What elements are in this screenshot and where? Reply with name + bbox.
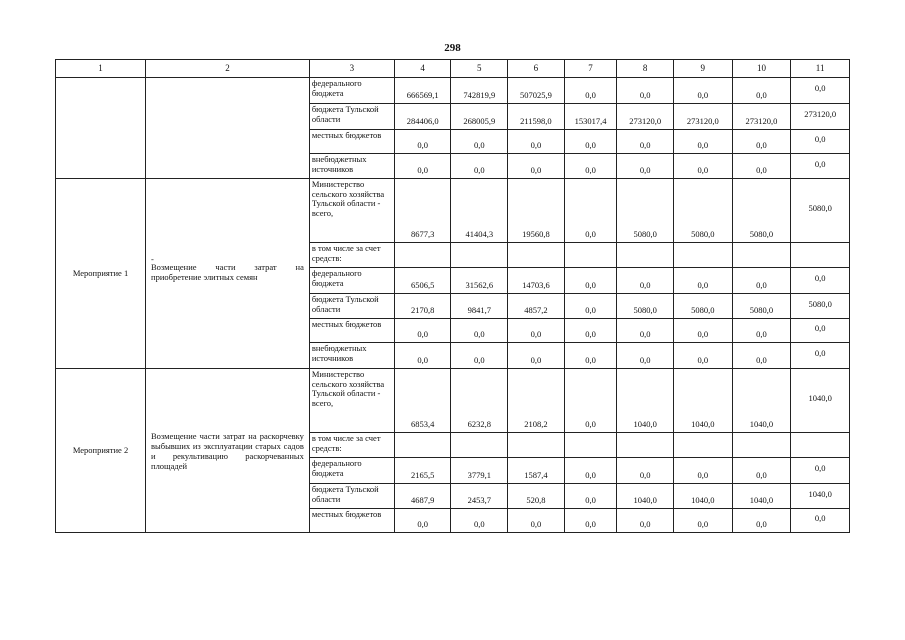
source-label: федерального бюджета: [309, 268, 394, 294]
value-cell: 0,0: [617, 458, 674, 484]
value-cell: 0,0: [791, 78, 850, 104]
measure-1-description-text: Возмещение части затрат на приобретение элитных семян: [151, 262, 304, 282]
budget-table: [55, 59, 850, 533]
column-header-4: 4: [394, 60, 451, 78]
value-cell: 0,0: [673, 130, 732, 154]
value-cell: 0,0: [394, 343, 451, 369]
value-cell: 0,0: [732, 154, 791, 179]
table-row: [56, 369, 850, 433]
column-header-10: 10: [732, 60, 791, 78]
value-cell: [564, 243, 617, 268]
value-cell: 153017,4: [564, 104, 617, 130]
dash-mark: -: [151, 254, 154, 264]
source-label: Министерство сельского хозяйства Тульской области - всего,: [309, 179, 394, 243]
value-cell: [451, 433, 508, 458]
measure-2-name: Мероприятие 2: [56, 369, 146, 533]
value-cell: 0,0: [564, 484, 617, 509]
source-label: местных бюджетов: [309, 509, 394, 533]
value-cell: 0,0: [394, 130, 451, 154]
source-label: бюджета Тульской области: [309, 294, 394, 319]
value-cell: 5080,0: [617, 294, 674, 319]
value-cell: 5080,0: [673, 179, 732, 243]
value-cell: 0,0: [617, 319, 674, 343]
value-cell: 0,0: [732, 343, 791, 369]
value-cell: [732, 243, 791, 268]
measure-name-cell: [56, 78, 146, 179]
source-label: в том числе за счет средств:: [309, 433, 394, 458]
value-cell: [394, 433, 451, 458]
value-cell: 0,0: [451, 319, 508, 343]
value-cell: [673, 433, 732, 458]
value-cell: 2453,7: [451, 484, 508, 509]
value-cell: 2170,8: [394, 294, 451, 319]
value-cell: 9841,7: [451, 294, 508, 319]
value-cell: 666569,1: [394, 78, 451, 104]
source-label: местных бюджетов: [309, 319, 394, 343]
column-header-5: 5: [451, 60, 508, 78]
value-cell: [617, 243, 674, 268]
value-cell: 4687,9: [394, 484, 451, 509]
source-label: в том числе за счет средств:: [309, 243, 394, 268]
value-cell: 0,0: [791, 268, 850, 294]
source-label: бюджета Тульской области: [309, 484, 394, 509]
value-cell: [732, 433, 791, 458]
value-cell: 742819,9: [451, 78, 508, 104]
value-cell: 0,0: [564, 369, 617, 433]
value-cell: 31562,6: [451, 268, 508, 294]
value-cell: [791, 243, 850, 268]
column-header-3: 3: [309, 60, 394, 78]
value-cell: 0,0: [394, 319, 451, 343]
value-cell: [394, 243, 451, 268]
value-cell: 0,0: [508, 319, 565, 343]
value-cell: 0,0: [508, 154, 565, 179]
value-cell: 6232,8: [451, 369, 508, 433]
value-cell: 0,0: [732, 130, 791, 154]
value-cell: 3779,1: [451, 458, 508, 484]
value-cell: 1040,0: [732, 484, 791, 509]
value-cell: 0,0: [617, 130, 674, 154]
value-cell: 1587,4: [508, 458, 565, 484]
value-cell: 211598,0: [508, 104, 565, 130]
value-cell: 0,0: [732, 319, 791, 343]
value-cell: 0,0: [564, 343, 617, 369]
value-cell: [508, 243, 565, 268]
source-label: бюджета Тульской области: [309, 104, 394, 130]
value-cell: 0,0: [673, 268, 732, 294]
value-cell: 5080,0: [732, 294, 791, 319]
value-cell: 0,0: [673, 154, 732, 179]
column-header-11: 11: [791, 60, 850, 78]
value-cell: 0,0: [617, 509, 674, 533]
measure-2-description: Возмещение части затрат на раскорчевку выбывших из эксплуатации старых садов и рекультивацию раскорчеванных площадей: [146, 369, 310, 533]
table-row: [56, 179, 850, 243]
value-cell: 284406,0: [394, 104, 451, 130]
value-cell: 0,0: [617, 268, 674, 294]
value-cell: 0,0: [564, 268, 617, 294]
value-cell: 0,0: [617, 343, 674, 369]
value-cell: 0,0: [451, 509, 508, 533]
value-cell: 0,0: [791, 509, 850, 533]
column-header-7: 7: [564, 60, 617, 78]
value-cell: [791, 433, 850, 458]
page-number: 298: [444, 42, 461, 54]
value-cell: 0,0: [508, 130, 565, 154]
value-cell: 2165,5: [394, 458, 451, 484]
measure-1-description: [146, 179, 310, 369]
table-row: [56, 78, 850, 104]
value-cell: 0,0: [732, 509, 791, 533]
value-cell: 0,0: [508, 343, 565, 369]
value-cell: 0,0: [564, 130, 617, 154]
value-cell: 14703,6: [508, 268, 565, 294]
value-cell: 0,0: [732, 268, 791, 294]
value-cell: 273120,0: [732, 104, 791, 130]
value-cell: [564, 433, 617, 458]
value-cell: 5080,0: [791, 179, 850, 243]
value-cell: 268005,9: [451, 104, 508, 130]
measure-1-name: Мероприятие 1: [56, 179, 146, 369]
value-cell: 0,0: [564, 179, 617, 243]
value-cell: 507025,9: [508, 78, 565, 104]
column-header-8: 8: [617, 60, 674, 78]
header-row: [56, 60, 850, 78]
value-cell: 5080,0: [617, 179, 674, 243]
column-header-2: 2: [146, 60, 310, 78]
value-cell: 520,8: [508, 484, 565, 509]
value-cell: 0,0: [673, 78, 732, 104]
value-cell: 0,0: [394, 509, 451, 533]
value-cell: 0,0: [451, 130, 508, 154]
value-cell: 0,0: [564, 78, 617, 104]
source-label: местных бюджетов: [309, 130, 394, 154]
value-cell: 0,0: [564, 294, 617, 319]
value-cell: [451, 243, 508, 268]
value-cell: 5080,0: [732, 179, 791, 243]
source-label: Министерство сельского хозяйства Тульской области - всего,: [309, 369, 394, 433]
value-cell: 41404,3: [451, 179, 508, 243]
value-cell: 6506,5: [394, 268, 451, 294]
value-cell: 0,0: [673, 509, 732, 533]
value-cell: 0,0: [791, 458, 850, 484]
value-cell: 0,0: [564, 154, 617, 179]
value-cell: 1040,0: [791, 369, 850, 433]
value-cell: 0,0: [617, 154, 674, 179]
value-cell: 2108,2: [508, 369, 565, 433]
source-label: внебюджетных источников: [309, 343, 394, 369]
value-cell: 0,0: [564, 319, 617, 343]
value-cell: 1040,0: [617, 484, 674, 509]
value-cell: 0,0: [673, 343, 732, 369]
value-cell: 0,0: [732, 78, 791, 104]
value-cell: 5080,0: [673, 294, 732, 319]
value-cell: 0,0: [451, 154, 508, 179]
source-label: внебюджетных источников: [309, 154, 394, 179]
column-header-9: 9: [673, 60, 732, 78]
value-cell: 0,0: [451, 343, 508, 369]
value-cell: 4857,2: [508, 294, 565, 319]
value-cell: 273120,0: [617, 104, 674, 130]
value-cell: 273120,0: [673, 104, 732, 130]
value-cell: 5080,0: [791, 294, 850, 319]
value-cell: 1040,0: [732, 369, 791, 433]
value-cell: 0,0: [617, 78, 674, 104]
value-cell: 1040,0: [673, 484, 732, 509]
value-cell: 0,0: [673, 319, 732, 343]
value-cell: 1040,0: [791, 484, 850, 509]
value-cell: 0,0: [791, 130, 850, 154]
value-cell: 0,0: [564, 509, 617, 533]
value-cell: [673, 243, 732, 268]
value-cell: [617, 433, 674, 458]
value-cell: 0,0: [394, 154, 451, 179]
value-cell: 19560,8: [508, 179, 565, 243]
value-cell: 0,0: [791, 154, 850, 179]
value-cell: 1040,0: [673, 369, 732, 433]
value-cell: 0,0: [564, 458, 617, 484]
measure-description-cell: [146, 78, 310, 179]
column-header-6: 6: [508, 60, 565, 78]
source-label: федерального бюджета: [309, 458, 394, 484]
value-cell: [508, 433, 565, 458]
value-cell: 0,0: [508, 509, 565, 533]
value-cell: 8677,3: [394, 179, 451, 243]
value-cell: 273120,0: [791, 104, 850, 130]
value-cell: 0,0: [791, 319, 850, 343]
column-header-1: 1: [56, 60, 146, 78]
value-cell: 6853,4: [394, 369, 451, 433]
value-cell: 1040,0: [617, 369, 674, 433]
value-cell: 0,0: [732, 458, 791, 484]
value-cell: 0,0: [791, 343, 850, 369]
value-cell: 0,0: [673, 458, 732, 484]
source-label: федерального бюджета: [309, 78, 394, 104]
